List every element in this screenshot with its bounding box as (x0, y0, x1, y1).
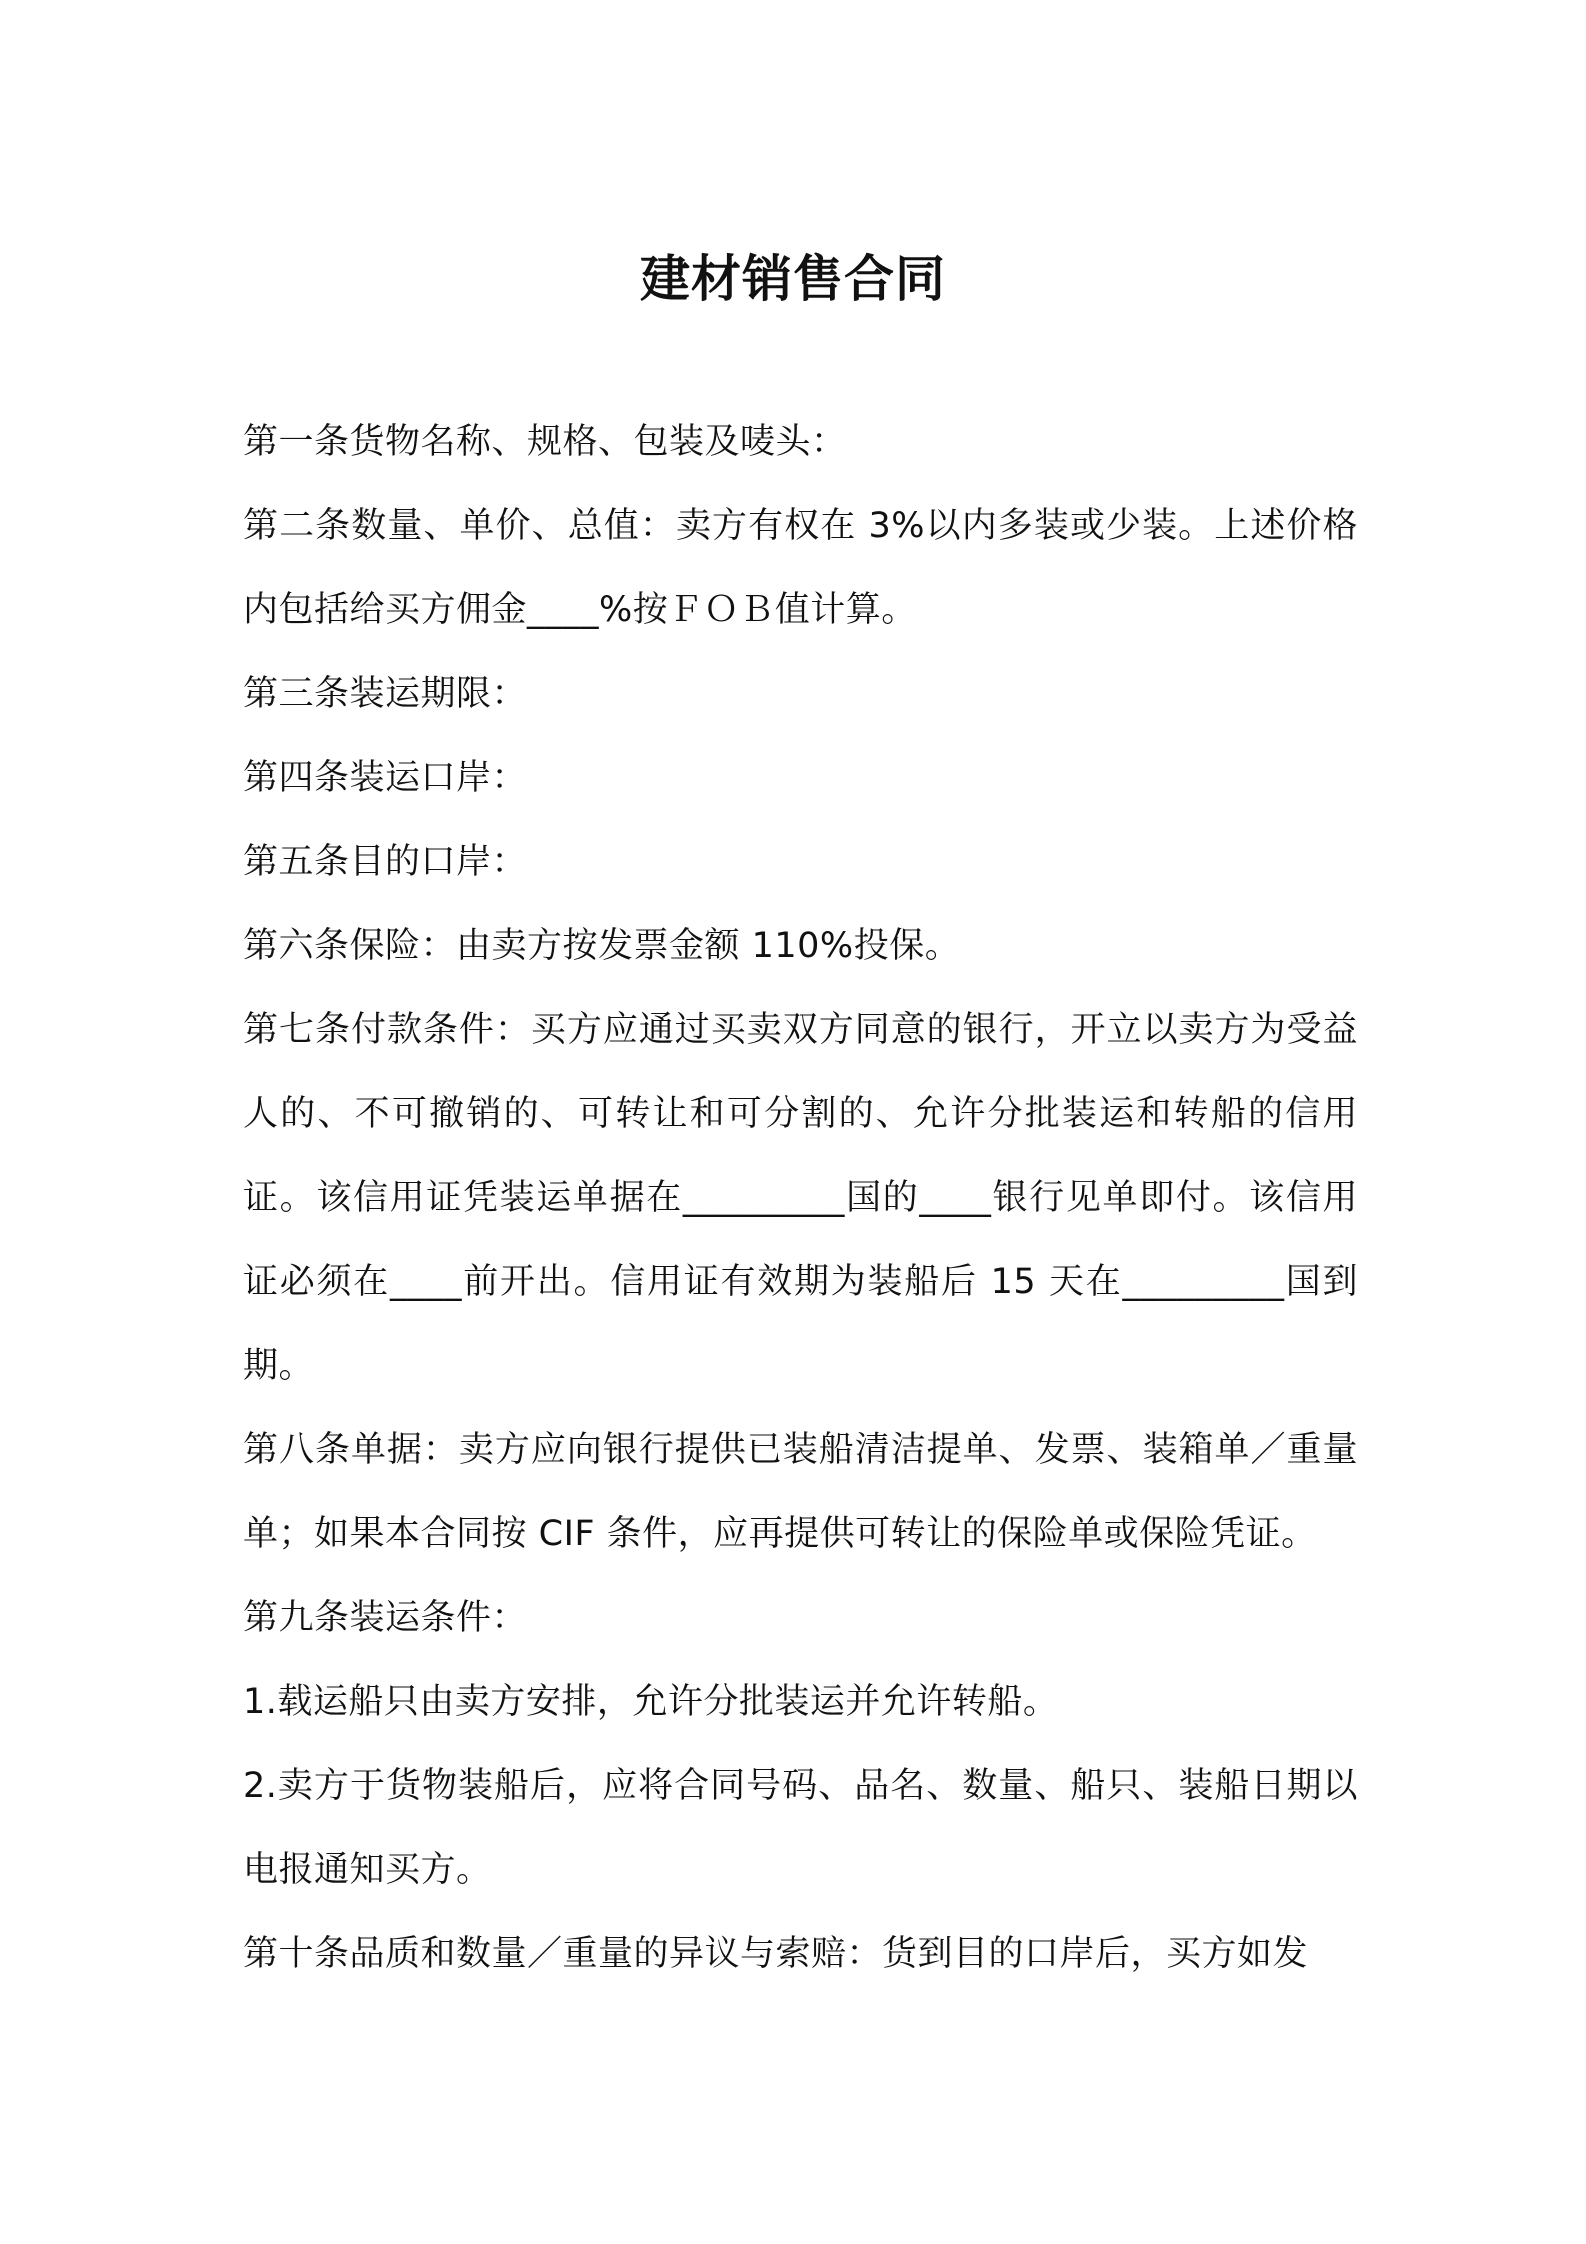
clause-8: 第八条单据：卖方应向银行提供已装船清洁提单、发票、装箱单／重量单；如果本合同按 CIF 条件，应再提供可转让的保险单或保险凭证。 (243, 1430, 1358, 1554)
clause-6: 第六条保险：由卖方按发票金额 110%投保。 (243, 926, 961, 966)
clause-9-item-2: 2.卖方于货物装船后，应将合同号码、品名、数量、船只、装船日期以电报通知买方。 (243, 1766, 1358, 1890)
clause-9: 第九条装运条件： (243, 1598, 528, 1638)
document-title: 建材销售合同 (640, 249, 946, 308)
document-body (243, 400, 1358, 1996)
clause-10: 第十条品质和数量／重量的异议与索赔：货到目的口岸后，买方如发 (243, 1934, 1309, 1974)
clause-3: 第三条装运期限： (243, 674, 528, 714)
clause-9-item-1: 1.载运船只由卖方安排，允许分批装运并允许转船。 (243, 1682, 1059, 1722)
clause-5: 第五条目的口岸： (243, 842, 528, 882)
clause-2: 第二条数量、单价、总值：卖方有权在 3%以内多装或少装。上述价格内包括给买方佣金____%按ＦＯＢ值计算。 (243, 506, 1358, 630)
clause-4: 第四条装运口岸： (243, 758, 528, 798)
clause-7: 第七条付款条件：买方应通过买卖双方同意的银行，开立以卖方为受益人的、不可撤销的、可转让和可分割的、允许分批装运和转船的信用证。该信用证凭装运单据在_________国的____银行见单即付。该信用证必须在____前开出。信用证有效期为装船后 15 天在_________国到期。 (243, 1010, 1358, 1386)
clause-1: 第一条货物名称、规格、包装及唛头： (243, 422, 847, 462)
